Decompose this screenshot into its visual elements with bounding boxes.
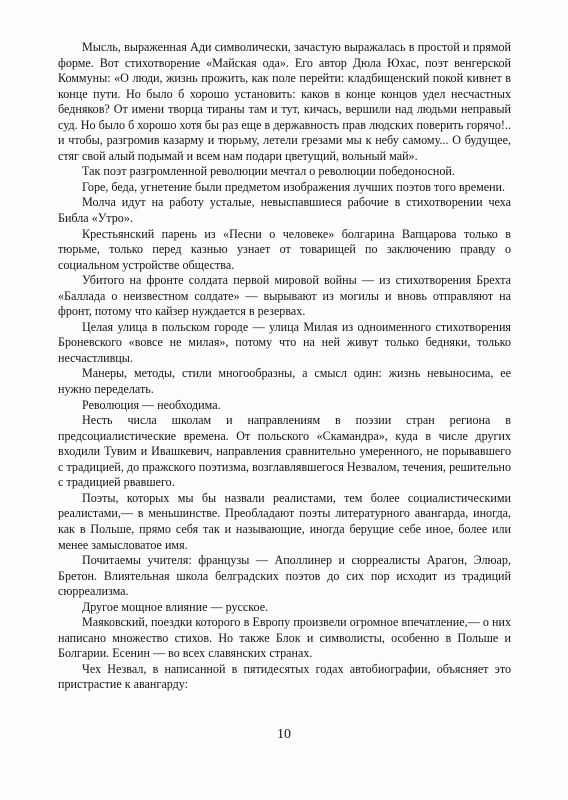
paragraph: Другое мощное влияние — русское. [82, 599, 269, 614]
paragraph: Манеры, методы, стили многообразны, а смысл один: жизнь невыносима, ее нужно переделать. [58, 366, 511, 397]
paragraph: Мысль, выраженная Ади символически, зачастую выражалась в простой и прямой форме. Вот стихотворение «Майская ода». Его автор Дюла Юхас, поэт венгерской Коммуны: «О люди, жизнь прожить, как поле перейти: кладбищенский покой кивнет в конце пути. Но было б хорошо установить: каков в конце концов удел несчастных бедняков? От имени творца тираны там и тут, кичась, вершили над людьми неправый суд. Но было б хорошо хотя бы раз еще в державность прав людских поверить горячо!.. и чтобы, разгромив казарму и тюрьму, летели грезами мы к небу самому... О будущее, стяг свой алый подымай и всем нам подари цветущий, вольный май». [58, 40, 511, 163]
paragraph: Убитого на фронте солдата первой мировой войны — из стихотворения Брехта «Баллада о неизвестном солдате» — вырывают из могилы и вновь отправляют на фронт, потому что кайзер нуждается в резервах. [58, 273, 511, 319]
paragraph: Так поэт разгромленной революции мечтал о революции победоносной. [82, 164, 455, 179]
paragraph: Революция — необходима. [82, 397, 221, 412]
paragraph: Крестьянский парень из «Песни о человеке» болгарина Вапцарова только в тюрьме, только перед казнью узнает от товарищей по заключению правду о социальном устройстве общества. [58, 226, 511, 272]
paragraph: Почитаемы учителя: французы — Аполлинер и сюрреалисты Арагон, Элюар, Бретон. Влиятельная школа белградских поэтов до сих пор исходит из традиций сюрреализма. [58, 553, 511, 599]
paragraph: Несть числа школам и направлениям в поэзии стран региона в предсоциалистические времена. От польского «Скамандра», куда в числе других входили Тувим и Ивашкевич, направления сравнительно умеренного, не порывавшего с традицией, до пражского поэтизма, возглавлявшегося Незвалом, течения, решительно с традицией рвавшего. [58, 413, 511, 490]
paragraph: Поэты, которых мы бы назвали реалистами, тем более социалистическими реалистами,— в меньшинстве. Преобладают поэты литературного авангарда, иногда, как в Польше, прямо себя так и называющие, иногда берущие себе иное, более или менее замысловатое имя. [58, 490, 511, 552]
paragraph: Чех Незвал, в написанной в пятидесятых годах автобиографии, объясняет это пристрастие к авангарду: [58, 661, 511, 692]
paragraph: Целая улица в польском городе — улица Милая из одноименного стихотворения Броневского «вовсе не милая», потому что на ней живут только бедняки, только несчастливцы. [58, 319, 511, 365]
paragraph: Горе, беда, угнетение были предметом изображения лучших поэтов того времени. [82, 179, 506, 194]
paragraph: Молча идут на работу усталые, невыспавшиеся рабочие в стихотворении чеха Библа «Утро». [58, 195, 511, 226]
page-number: 10 [277, 727, 291, 742]
body-text [58, 40, 511, 693]
paragraph: Маяковский, поездки которого в Европу произвели огромное впечатление,— о них написано множество стихов. Но также Блок и символисты, особенно в Польше и Болгарии. Есенин — во всех славянских странах. [58, 615, 511, 661]
